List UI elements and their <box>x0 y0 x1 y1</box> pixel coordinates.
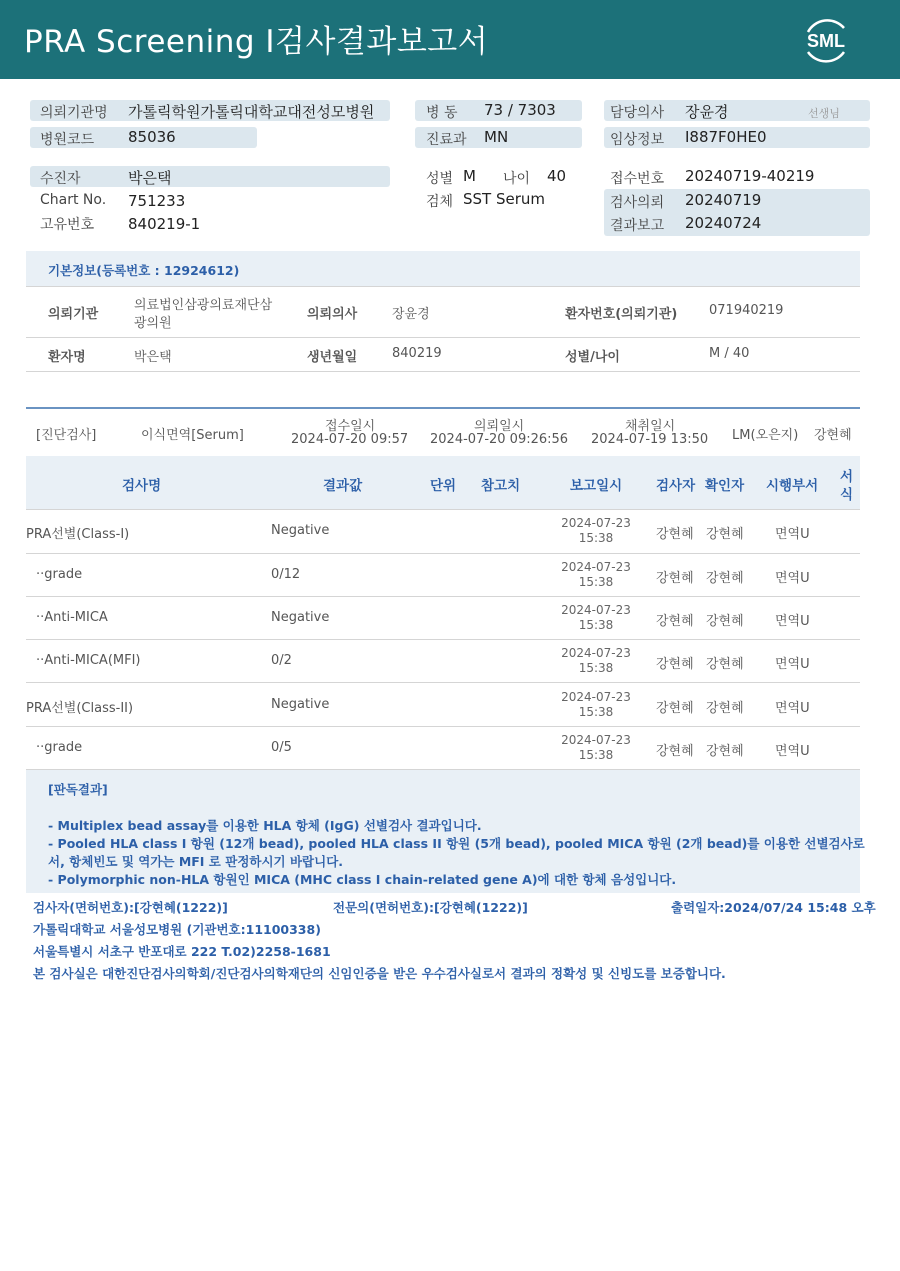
divider <box>26 682 860 683</box>
row-2-dept: 면역U <box>775 571 810 586</box>
footer-certification: 본 검사실은 대한진단검사의학회/진단검사의학재단의 신임인증을 받은 우수검사실로서 결과의 정확성 및 신빙도를 보증합니다. <box>33 966 726 981</box>
sex-value: M <box>463 167 476 185</box>
receipt-no-value: 20240719-40219 <box>685 167 815 185</box>
dept-value: MN <box>484 128 509 146</box>
footer-lab: 가톨릭대학교 서울성모병원 (기관번호:11100338) <box>33 922 321 937</box>
row-5-confirmer: 강현혜 <box>706 701 744 716</box>
diag-receipt-label: 접수일시 <box>325 419 376 434</box>
basic-inst-label: 의뢰기관 <box>48 307 99 322</box>
patient-value: 박은택 <box>128 169 172 187</box>
report-label: 결과보고 <box>610 218 665 234</box>
interpretation-line-1: - Multiplex bead assay를 이용한 HLA 항체 (IgG) 선별검사 결과입니다. <box>48 818 482 833</box>
row-3-name: ··Anti-MICA <box>36 610 108 625</box>
specimen-label: 검체 <box>426 194 454 210</box>
sml-logo <box>800 14 852 66</box>
basic-sexage-value: M / 40 <box>709 346 750 361</box>
ward-label: 병 동 <box>426 105 458 121</box>
divider <box>26 509 860 510</box>
col-dept: 시행부서 <box>766 478 819 494</box>
institution-value: 가톨릭학원가톨릭대학교대전성모병원 <box>128 103 375 121</box>
row-4-date: 2024-07-23 15:38 <box>561 646 631 675</box>
request-label: 검사의뢰 <box>610 195 665 211</box>
row-5-name: PRA선별(Class-II) <box>26 701 134 716</box>
section-rule <box>26 407 860 409</box>
row-6-date: 2024-07-23 15:38 <box>561 733 631 762</box>
col-reference: 참고치 <box>481 478 521 494</box>
diag-request-value: 2024-07-20 09:26:56 <box>430 432 569 447</box>
clinical-value: I887F0HE0 <box>685 128 767 146</box>
col-test-name: 검사명 <box>122 478 162 494</box>
col-unit: 단위 <box>430 478 457 494</box>
row-2-confirmer: 강현혜 <box>706 571 744 586</box>
doctor-suffix: 선생님 <box>808 107 840 120</box>
row-2-tester: 강현혜 <box>656 571 694 586</box>
row-4-confirmer: 강현혜 <box>706 657 744 672</box>
uid-value: 840219-1 <box>128 215 201 233</box>
chart-label: Chart No. <box>40 192 107 208</box>
col-report-date: 보고일시 <box>570 478 623 494</box>
row-4-dept: 면역U <box>775 657 810 672</box>
row-1-tester: 강현혜 <box>656 527 694 542</box>
hospital-code-value: 85036 <box>128 128 176 146</box>
specimen-value: SST Serum <box>463 190 546 208</box>
row-1-dept: 면역U <box>775 527 810 542</box>
col-form-1: 서 <box>840 469 854 485</box>
divider <box>26 553 860 554</box>
col-confirmer: 확인자 <box>705 478 745 494</box>
basic-dob-label: 생년월일 <box>307 350 358 365</box>
footer-printed: 출력일자:2024/07/24 15:48 오후 <box>671 900 876 915</box>
footer-address: 서울특별시 서초구 반포대로 222 T.02)2258-1681 <box>33 944 331 959</box>
chart-value: 751233 <box>128 192 186 210</box>
basic-inst-line1: 의료법인삼광의료재단삼 <box>134 298 273 313</box>
age-value: 40 <box>547 167 567 185</box>
basic-pid-label: 환자번호(의뢰기관) <box>565 307 678 322</box>
divider <box>26 286 860 287</box>
row-5-date: 2024-07-23 15:38 <box>561 690 631 719</box>
row-6-tester: 강현혜 <box>656 744 694 759</box>
interpretation-header <box>26 769 860 805</box>
report-header <box>0 0 900 79</box>
row-5-dept: 면역U <box>775 701 810 716</box>
row-2-result: 0/12 <box>271 567 301 582</box>
diag-collect-label: 채취일시 <box>625 419 676 434</box>
basic-doc-label: 의뢰의사 <box>307 307 358 322</box>
patient-box <box>30 166 390 187</box>
row-1-confirmer: 강현혜 <box>706 527 744 542</box>
diag-receipt-value: 2024-07-20 09:57 <box>291 432 409 447</box>
basic-pid-value: 071940219 <box>709 303 784 318</box>
col-tester: 검사자 <box>656 478 696 494</box>
institution-label: 의뢰기관명 <box>40 105 108 121</box>
interpretation-line-4: - Polymorphic non-HLA 항원인 MICA (MHC class I chain-related gene A)에 대한 항체 음성입니다. <box>48 872 677 887</box>
row-6-confirmer: 강현혜 <box>706 744 744 759</box>
basic-info-title: 기본정보(등록번호 : 12924612) <box>48 263 240 278</box>
row-1-date: 2024-07-23 15:38 <box>561 516 631 545</box>
doctor-value: 장윤경 <box>685 103 729 121</box>
logo-text: SML <box>807 31 845 51</box>
row-3-result: Negative <box>271 610 330 625</box>
basic-inst-line2: 광의원 <box>134 316 172 331</box>
row-3-confirmer: 강현혜 <box>706 614 744 629</box>
row-3-tester: 강현혜 <box>656 614 694 629</box>
request-value: 20240719 <box>685 191 762 209</box>
diag-category: [진단검사] <box>36 428 97 443</box>
interpretation-title: [판독결과] <box>48 782 108 797</box>
receipt-no-label: 접수번호 <box>610 171 665 187</box>
divider <box>26 371 860 372</box>
footer-specialist: 전문의(면허번호):[강현혜(1222)] <box>333 900 528 915</box>
diag-specimen: 이식면역[Serum] <box>141 428 244 443</box>
row-4-result: 0/2 <box>271 653 292 668</box>
sex-label: 성별 <box>426 171 454 187</box>
col-form-2: 식 <box>840 487 854 503</box>
row-1-name: PRA선별(Class-I) <box>26 527 130 542</box>
ward-value: 73 / 7303 <box>484 101 556 119</box>
hospital-code-label: 병원코드 <box>40 132 95 148</box>
report-title: PRA Screening Ⅰ검사결과보고서 <box>24 24 489 60</box>
diag-tech: 강현혜 <box>814 428 852 443</box>
clinical-label: 임상정보 <box>610 132 665 148</box>
row-4-tester: 강현혜 <box>656 657 694 672</box>
row-1-result: Negative <box>271 523 330 538</box>
row-3-dept: 면역U <box>775 614 810 629</box>
report-value: 20240724 <box>685 214 762 232</box>
diag-lm: LM(오은지) <box>732 428 799 443</box>
row-6-result: 0/5 <box>271 740 292 755</box>
doctor-label: 담당의사 <box>610 105 665 121</box>
dept-label: 진료과 <box>426 132 467 148</box>
row-6-dept: 면역U <box>775 744 810 759</box>
patient-label: 수진자 <box>40 171 81 187</box>
age-label: 나이 <box>503 171 531 187</box>
diag-collect-value: 2024-07-19 13:50 <box>591 432 709 447</box>
divider <box>26 726 860 727</box>
row-5-result: Negative <box>271 697 330 712</box>
basic-name-label: 환자명 <box>48 350 86 365</box>
interpretation-line-2: - Pooled HLA class I 항원 (12개 bead), pooled HLA class II 항원 (5개 bead), pooled MICA 항원 (2개 bead)를 이용한 선별검사로 <box>48 836 865 851</box>
divider <box>26 639 860 640</box>
row-3-date: 2024-07-23 15:38 <box>561 603 631 632</box>
row-2-date: 2024-07-23 15:38 <box>561 560 631 589</box>
row-5-tester: 강현혜 <box>656 701 694 716</box>
row-4-name: ··Anti-MICA(MFI) <box>36 653 141 668</box>
uid-label: 고유번호 <box>40 217 95 233</box>
basic-name-value: 박은택 <box>134 350 172 365</box>
divider <box>26 337 860 338</box>
col-result: 결과값 <box>323 478 363 494</box>
basic-sexage-label: 성별/나이 <box>565 350 620 365</box>
row-6-name: ··grade <box>36 740 83 755</box>
diag-request-label: 의뢰일시 <box>474 419 525 434</box>
basic-dob-value: 840219 <box>392 346 442 361</box>
footer-tester: 검사자(면허번호):[강현혜(1222)] <box>33 900 228 915</box>
row-2-name: ··grade <box>36 567 83 582</box>
basic-doc-value: 장윤경 <box>392 307 430 322</box>
divider <box>26 596 860 597</box>
interpretation-line-3: 서, 항체빈도 및 역가는 MFI 로 판정하시기 바랍니다. <box>48 854 344 869</box>
